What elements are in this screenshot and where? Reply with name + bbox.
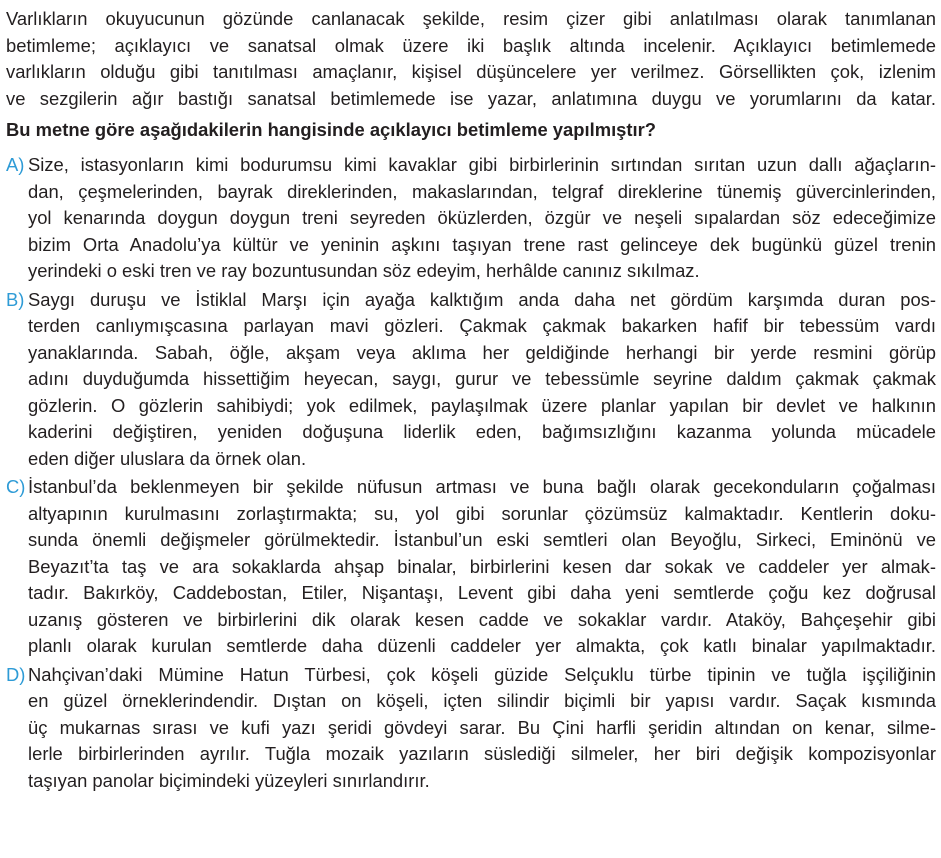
option-line: altyapının kurulmasını zorlaştırmakta; su, yol gibi sorunlar çözümsüz kalmaktadır. Kentlerin doku-	[28, 502, 936, 524]
option-line: yanaklarında. Sabah, öğle, akşam veya aklıma her geldiğinde herhangi bir yerde resmini görüp	[28, 341, 936, 363]
option-line: üç mukarnas sırası ve kufi yazı şeridi gövdeyi sarar. Bu Çini harfli şeridin altından on kenar, silme-	[28, 716, 936, 738]
option-c[interactable]	[6, 474, 936, 660]
option-line: dan, çeşmelerinden, bayrak direklerinden, makaslarından, telgraf direklerine tünemiş güvercinlerinden,	[28, 180, 936, 202]
passage-line: ve sezgilerin ağır bastığı sanatsal betimlemede ise yazar, anlatımına duygu ve yorumlarını da katar.	[6, 87, 936, 109]
passage-line: varlıkların olduğu gibi tanıtılması amaçlanır, kişisel düşüncelere yer verilmez. Görsellikten çok, izlenim	[6, 61, 936, 82]
option-line: İstanbul’da beklenmeyen bir şekilde nüfusun artması ve buna bağlı olarak gecekonduların çoğalması	[28, 476, 936, 497]
question-page	[6, 0, 936, 796]
option-line: Size, istasyonların kimi bodurumsu kimi kavaklar gibi birbirlerinin sırtından sırıtan uzun dallı ağaçların-	[28, 154, 936, 175]
option-line: adını duyduğumda hissettiğim heyecan, saygı, gurur ve tebessümle seyrine daldım çakmak çakmak	[28, 368, 936, 389]
option-a[interactable]	[6, 152, 936, 285]
option-d[interactable]	[6, 662, 936, 795]
option-line: terden canlıymışcasına parlayan mavi gözleri. Çakmak çakmak bakarken hafif bir tebessüm vardı	[28, 315, 936, 336]
option-letter: C)	[6, 476, 26, 497]
option-line: Saygı duruşu ve İstiklal Marşı için ayağa kalktığım anda daha net gördüm karşımda duran pos-	[28, 288, 936, 310]
option-line: Beyazıt’ta taş ve ara sokaklarda ahşap binalar, birbirlerini kesen dar sokak ve caddeler yer almak-	[28, 555, 936, 577]
option-line: eden diğer uluslara da örnek olan.	[28, 447, 307, 469]
option-line: yol kenarında doygun doygun treni seyreden öküzlerden, özgür ve neşeli sıpalardan söz edeceğimize	[28, 207, 936, 228]
option-line: Nahçivan’daki Mümine Hatun Türbesi, çok köşeli güzide Selçuklu türbe tipinin ve tuğla işçiliğinin	[28, 663, 936, 685]
option-letter: A)	[6, 154, 25, 175]
option-line: kaderini değiştiren, yeniden doğuşuna liderlik eden, bağımsızlığını kazanma yolunda mücadele	[28, 421, 936, 442]
option-b[interactable]	[6, 287, 936, 473]
question-stem: Bu metne göre aşağıdakilerin hangisinde açıklayıcı betimleme yapılmıştır?	[6, 119, 657, 140]
passage-line: Varlıkların okuyucunun gözünde canlanacak şekilde, resim çizer gibi anlatılması olarak tanımlanan	[6, 8, 936, 29]
option-line: uzanış gösteren ve birbirlerini dik olarak kesen cadde ve sokaklar vardır. Ataköy, Bahçeşehir gibi	[28, 608, 936, 630]
option-letter: B)	[6, 288, 25, 310]
option-line: yerindeki o eski tren ve ray bozuntusundan söz edeyim, herhâlde canınız sıkılmaz.	[28, 260, 700, 281]
option-line: gözlerin. O gözlerin sahibiydi; yok edilmek, paylaşılmak üzere planlar yapılan bir devlet ve halkının	[28, 394, 936, 416]
option-line: lerle birbirlerinden ayrılır. Tuğla mozaik yazıların süslediği silmeler, her biri değişik kompozisyonlar	[28, 743, 936, 764]
passage-line: betimleme; açıklayıcı ve sanatsal olmak üzere iki başlık altında incelenir. Açıklayıcı betimlemede	[6, 34, 936, 56]
option-line: tadır. Bakırköy, Caddebostan, Etiler, Nişantaşı, Levent gibi daha yeni semtlerde çoğu kez doğrusal	[28, 582, 936, 603]
option-line: planlı olarak kurulan semtlerde daha düzenli caddeler yer almakta, çok katlı binalar yapılmaktadır.	[28, 635, 936, 656]
option-line: en güzel örneklerindendir. Dıştan on köşeli, içten silindir biçimli bir yapısı vardır. Saçak kısmında	[28, 690, 936, 711]
option-letter: D)	[6, 663, 26, 685]
option-line: taşıyan panolar biçimindeki yüzeyleri sınırlandırır.	[28, 769, 430, 791]
passage	[6, 6, 936, 112]
option-line: sunda önemli değişmeler görülmektedir. İstanbul’un eski semtleri olan Beyoğlu, Sirkeci, Eminönü ve	[28, 529, 936, 550]
option-line: bizim Orta Anadolu’ya kültür ve yeninin aşkını taşıyan trene rast gelinceye dek bugünkü güzel trenin	[28, 233, 936, 255]
